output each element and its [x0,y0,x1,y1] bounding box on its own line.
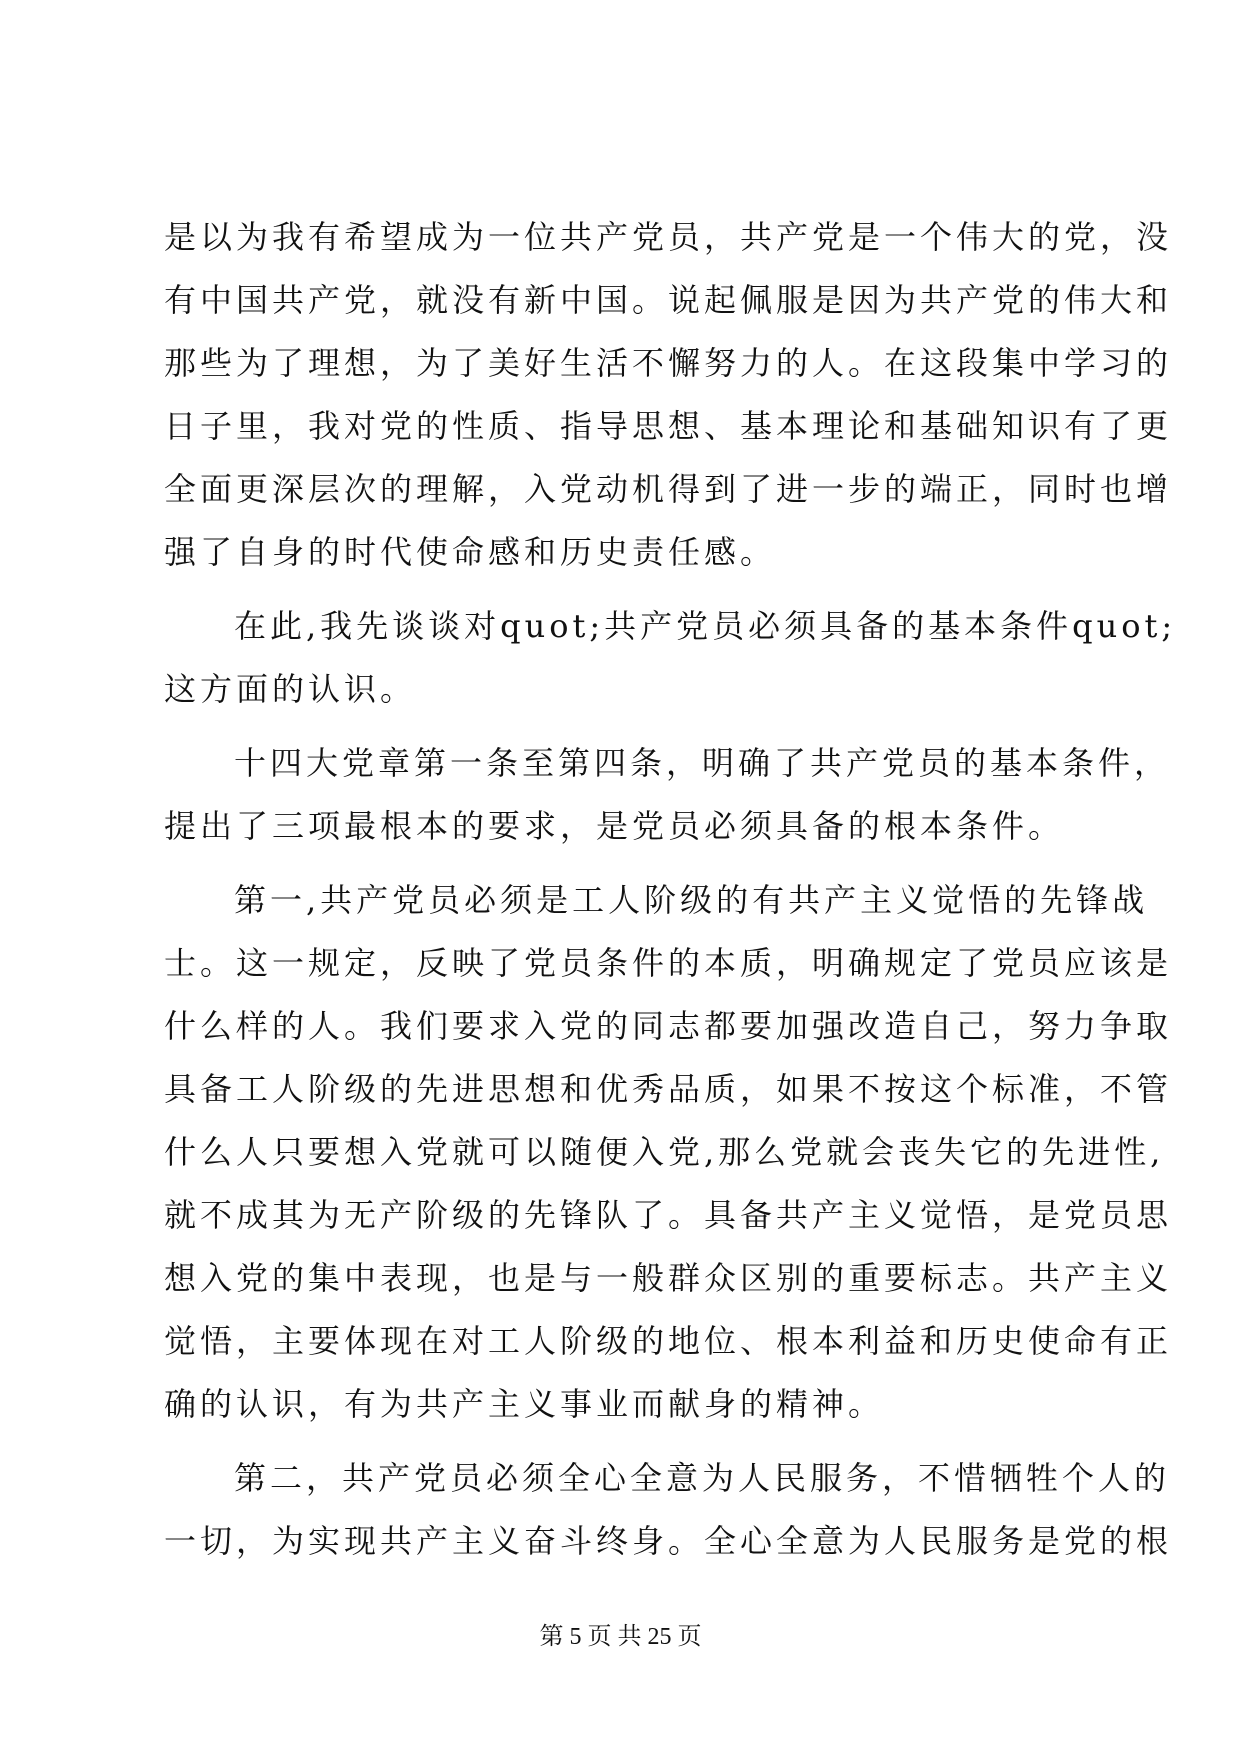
text-line: 想入党的集中表现，也是与一般群众区别的重要标志。共产主义 [164,1259,1173,1297]
text-line: 第二，共产党员必须全心全意为人民服务，不惜牺牲个人的 [234,1459,1171,1497]
text-line: 是以为我有希望成为一位共产党员，共产党是一个伟大的党，没 [164,218,1173,256]
text-line: 全面更深层次的理解，入党动机得到了进一步的端正，同时也增 [164,470,1173,508]
text-line: 这方面的认识。 [164,670,417,708]
text-line: 就不成其为无产阶级的先锋队了。具备共产主义觉悟，是党员思 [164,1196,1173,1234]
text-line: 觉悟，主要体现在对工人阶级的地位、根本利益和历史使命有正 [164,1322,1173,1360]
text-line: 强了自身的时代使命感和历史责任感。 [164,533,777,571]
text-line: 士。这一规定，反映了党员条件的本质，明确规定了党员应该是 [164,944,1173,982]
page-number: 第 5 页 共 25 页 [539,1624,702,1650]
paragraph-2 [164,595,1177,721]
text-line: 具备工人阶级的先进思想和优秀品质，如果不按这个标准，不管 [164,1070,1173,1108]
text-line: 在此,我先谈谈对quot;共产党员必须具备的基本条件quot; [234,607,1177,645]
text-line: 一切，为实现共产主义奋斗终身。全心全意为人民服务是党的根 [164,1522,1173,1560]
text-line: 确的认识，有为共产主义事业而献身的精神。 [164,1385,885,1423]
text-line: 什么样的人。我们要求入党的同志都要加强改造自己，努力争取 [164,1007,1173,1045]
text-line: 有中国共产党，就没有新中国。说起佩服是因为共产党的伟大和 [164,281,1173,319]
paragraph-5 [164,1447,1173,1573]
text-line: 提出了三项最根本的要求，是党员必须具备的根本条件。 [164,807,1065,845]
text-line: 第一,共产党员必须是工人阶级的有共产主义觉悟的先锋战 [234,881,1149,919]
text-line: 十四大党章第一条至第四条，明确了共产党员的基本条件， [234,744,1171,782]
paragraph-1 [164,206,1173,584]
document-body [164,206,1177,1584]
paragraph-4 [164,869,1173,1436]
paragraph-3 [164,732,1171,858]
text-line: 那些为了理想，为了美好生活不懈努力的人。在这段集中学习的 [164,344,1173,382]
text-line: 什么人只要想入党就可以随便入党,那么党就会丧失它的先进性, [164,1133,1165,1171]
text-line: 日子里，我对党的性质、指导思想、基本理论和基础知识有了更 [164,407,1173,445]
